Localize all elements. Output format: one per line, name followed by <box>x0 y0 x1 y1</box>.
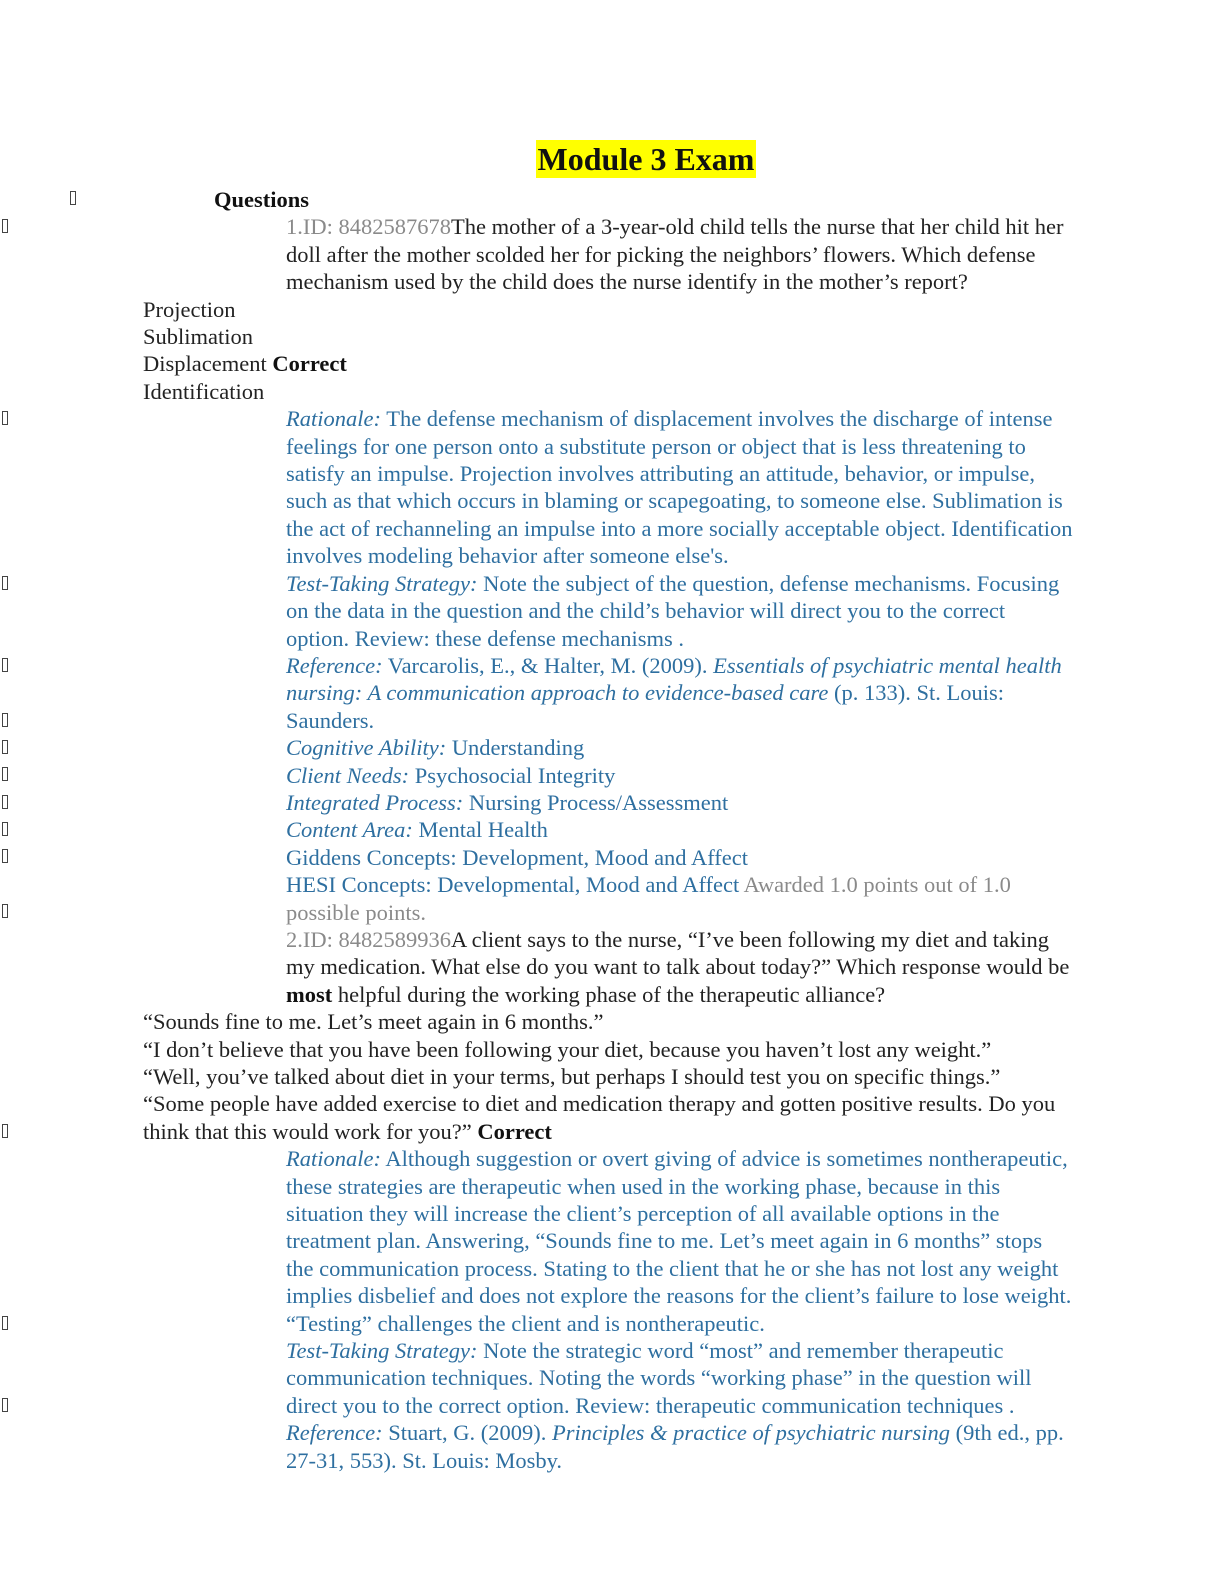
question-text-end: helpful during the working phase of the therapeutic alliance? <box>332 981 886 1007</box>
bullet-icon <box>2 576 14 592</box>
question-id: ID: 8482587678 <box>302 214 451 240</box>
answer-option-correct <box>143 350 1073 377</box>
process-value: Nursing Process/Assessment <box>463 789 729 815</box>
question-2-stem <box>143 926 1073 1008</box>
content-area <box>143 816 1073 843</box>
hesi-concepts <box>143 871 1073 926</box>
strategy-label: Test-Taking Strategy: <box>286 1338 478 1364</box>
correct-label: Correct <box>477 1118 552 1144</box>
answer-option: Projection <box>143 296 236 322</box>
answer-option: Sublimation <box>143 324 254 350</box>
bullet-icon <box>2 1124 14 1140</box>
answer-option-text: “Some people have added exercise to diet and medication therapy and gotten positive results. Do you think that this would work for you?” <box>143 1091 1056 1144</box>
correct-label: Correct <box>272 351 347 377</box>
hesi-text: HESI Concepts: Developmental, Mood and Affect <box>286 872 740 898</box>
bullet-icon <box>2 219 14 235</box>
bullet-icon <box>2 658 14 674</box>
bullet-icon <box>70 191 82 207</box>
bullet-icon <box>2 767 14 783</box>
rationale-text: Although suggestion or overt giving of advice is sometimes nontherapeutic, these strategies are therapeutic when used in the working phase, because in this situation they will increase the client’s perception of all available options in the treatment plan. Answering, “Sounds fine to me. Let’s meet again in 6 months” stops the communication process. Stating to the client that he or she has not lost any weight implies disbelief and does not explore the reasons for the client’s failure to lose weight. “Testing” challenges the client and is nontherapeutic. <box>286 1146 1072 1336</box>
client-value: Psychosocial Integrity <box>409 762 616 788</box>
bullet-icon <box>2 713 14 729</box>
test-taking-strategy <box>143 570 1073 652</box>
reference <box>143 1419 1073 1474</box>
rationale-label: Rationale: <box>286 406 381 432</box>
client-label: Client Needs: <box>286 762 410 788</box>
answer-option-correct <box>143 1090 1073 1145</box>
test-taking-strategy <box>143 1337 1073 1419</box>
rationale-text: The defense mechanism of displacement involves the discharge of intense feelings for one person onto a substitute person or object that is less threatening to satisfy an impulse. Projection involves attributing an attitude, behavior, or impulse, such as that which occurs in blaming or scapegoating, to someone else. Sublimation is the act of rechanneling an impulse into a more socially acceptable object. Identification involves modeling behavior after someone else's. <box>286 406 1073 569</box>
awarded-points: Awarded 1.0 points out of 1.0 possible points. <box>286 872 1011 925</box>
process-label: Integrated Process: <box>286 789 464 815</box>
reference-label: Reference: <box>286 1420 383 1446</box>
rationale <box>143 405 1073 569</box>
question-number: 1. <box>286 214 303 240</box>
rationale <box>143 1145 1073 1337</box>
reference-authors: Stuart, G. (2009). <box>382 1420 552 1446</box>
content-value: Mental Health <box>412 817 548 843</box>
bullet-icon <box>2 849 14 865</box>
client-needs <box>143 762 1073 789</box>
reference-publisher: (9th ed., pp. 27-31, 553). St. Louis: Mosby. <box>286 1420 1064 1473</box>
reference-authors: Varcarolis, E., & Halter, M. (2009). <box>382 652 714 678</box>
content-label: Content Area: <box>286 817 413 843</box>
strategy-text: Note the subject of the question, defense mechanisms. Focusing on the data in the question and the child’s behavior will direct you to the correct option. Review: these defense mechanisms . <box>286 570 1060 651</box>
questions-heading: Questions <box>214 187 310 212</box>
bullet-icon <box>2 740 14 756</box>
bullet-icon <box>2 904 14 920</box>
bullet-icon <box>2 1398 14 1414</box>
document-title: Module 3 Exam <box>537 141 755 177</box>
answer-option: “Sounds fine to me. Let’s meet again in 6 months.” <box>143 1009 604 1035</box>
question-1-stem <box>143 213 1073 295</box>
answer-option: “Well, you’ve talked about diet in your terms, but perhaps I should test you on specific things.” <box>143 1064 1001 1089</box>
answer-option-text: Displacement <box>143 351 267 377</box>
answer-option: Identification <box>143 378 265 404</box>
strategy-label: Test-Taking Strategy: <box>286 570 478 596</box>
giddens-concepts: Giddens Concepts: Development, Mood and Affect <box>286 844 748 870</box>
cognitive-label: Cognitive Ability: <box>286 735 447 761</box>
reference <box>143 652 1073 734</box>
bullet-icon <box>2 822 14 838</box>
reference-book: Essentials of psychiatric mental health nursing: A communication approach to evidence-based care <box>286 652 1062 706</box>
question-number: 2. <box>286 926 303 952</box>
question-id: ID: 8482589936 <box>302 926 451 952</box>
rationale-label: Rationale: <box>286 1146 381 1172</box>
reference-label: Reference: <box>286 652 383 678</box>
strategy-text: Note the strategic word “most” and remember therapeutic communication techniques. Noting the words “working phase” in the question will direct you to the correct option. Review: therapeutic communication techniques . <box>286 1338 1032 1418</box>
cognitive-ability <box>143 734 1073 761</box>
document-body <box>143 186 1073 1474</box>
cognitive-value: Understanding <box>446 735 585 761</box>
question-text: The mother of a 3-year-old child tells the nurse that her child hit her doll after the mother scolded her for picking the neighbors’ flowers. Which defense mechanism used by the child does the nurse identify in the mother’s report? <box>286 214 1064 295</box>
reference-book: Principles & practice of psychiatric nursing <box>551 1420 951 1446</box>
bullet-icon <box>2 795 14 811</box>
reference-publisher: (p. 133). St. Louis: Saunders. <box>286 680 1005 733</box>
integrated-process <box>143 789 1073 816</box>
answer-option: “I don’t believe that you have been following your diet, because you haven’t lost any weight.” <box>143 1036 992 1062</box>
bullet-icon <box>2 411 14 427</box>
bullet-icon <box>2 1316 14 1332</box>
question-emphasis: most <box>286 981 333 1007</box>
question-text: A client says to the nurse, “I’ve been following my diet and taking my medication. What else do you want to talk about today?” Which response would be <box>286 926 1070 980</box>
title-wrap <box>0 140 1224 178</box>
